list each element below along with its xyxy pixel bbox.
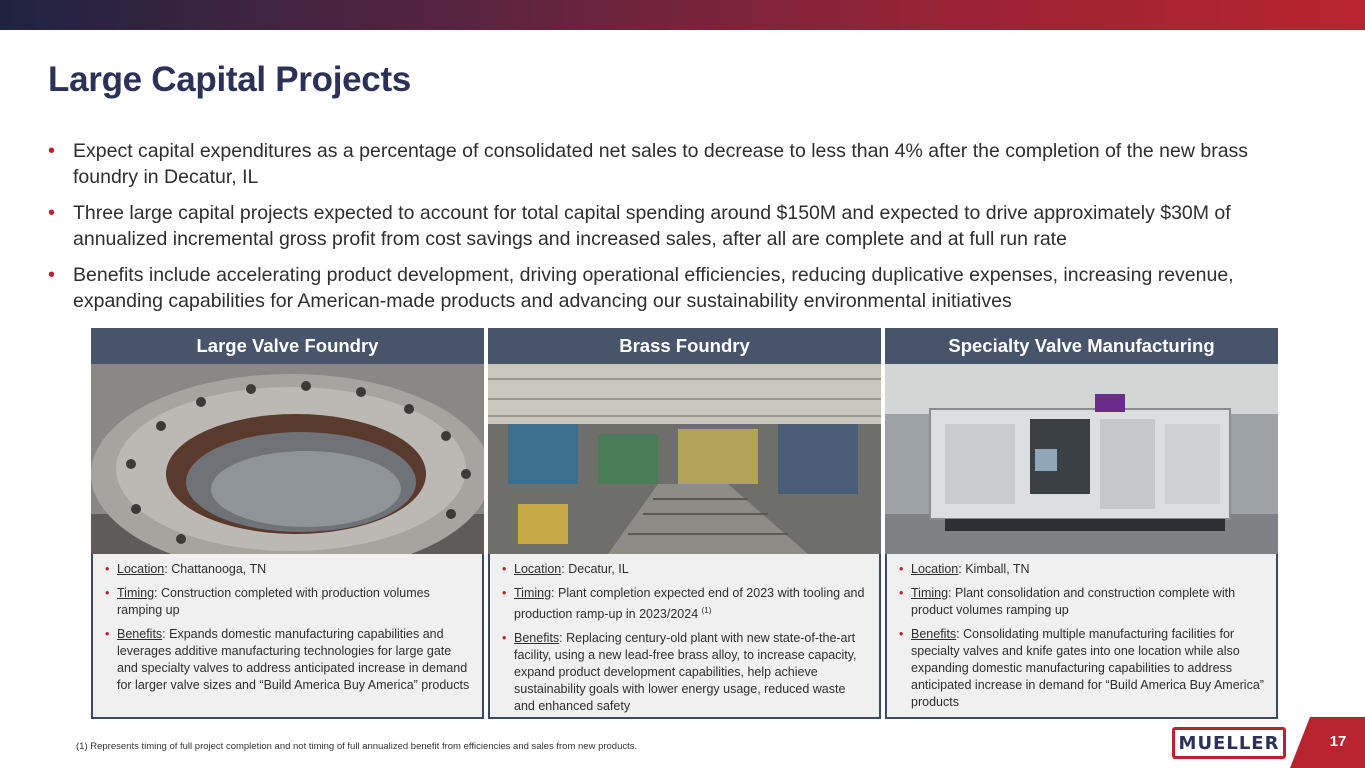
benefits-value: : Replacing century-old plant with new state-of-the-art facility, using a new lead-free brass alloy, to increase capacity, expand product development capabilities, help achieve sustainability goals with lower energy usage, reduced waste and enhanced safety (514, 631, 857, 714)
bullet-dot: • (899, 627, 904, 641)
project-card-specialty-valve (885, 328, 1278, 719)
detail-location (105, 561, 472, 578)
bullet-dot: • (899, 586, 904, 600)
bullet-text: Three large capital projects expected to account for total capital spending around $150M and expected to drive approximately $30M of annualized incremental gross profit from cost savings and increased sales, after all are complete and at full run rate (73, 202, 1231, 250)
location-value: : Chattanooga, TN (164, 562, 267, 576)
timing-label: Timing (911, 586, 949, 600)
timing-label: Timing (117, 586, 155, 600)
mueller-logo (1172, 727, 1286, 759)
benefits-label: Benefits (117, 627, 163, 641)
bullet-dot: • (899, 562, 904, 576)
footnote: (1) Represents timing of full project completion and not timing of full annualized benefit from efficiencies and sales from new products. (76, 741, 638, 752)
bullet-item (48, 200, 1288, 252)
bullet-list (48, 138, 1288, 324)
logo-text: MUELLER (1178, 732, 1280, 754)
slide-title: Large Capital Projects (48, 60, 411, 99)
timing-value: : Plant consolidation and construction complete with product volumes ramping up (911, 586, 1236, 617)
detail-location (899, 561, 1266, 578)
page-number: 17 (1329, 733, 1347, 750)
footnote-marker: (1) (701, 606, 712, 615)
bullet-dot: • (502, 562, 507, 576)
top-gradient-bar (0, 0, 1365, 30)
bullet-item (48, 262, 1288, 314)
valve-flange-photo (91, 364, 484, 554)
bullet-text: Expect capital expenditures as a percentage of consolidated net sales to decrease to less than 4% after the completion of the new brass foundry in Decatur, IL (73, 140, 1249, 188)
bullet-item (48, 138, 1288, 190)
card-header: Specialty Valve Manufacturing (885, 328, 1278, 364)
detail-benefits (899, 626, 1266, 711)
location-label: Location (514, 562, 562, 576)
detail-timing (899, 585, 1266, 619)
location-value: : Kimball, TN (958, 562, 1030, 576)
brass-foundry-photo (488, 364, 881, 554)
bullet-dot: • (105, 627, 110, 641)
project-card-large-valve-foundry (91, 328, 484, 719)
bullet-dot: • (48, 202, 56, 224)
location-value: : Decatur, IL (561, 562, 629, 576)
timing-value: : Plant completion expected end of 2023 with tooling and production ramp-up in 2023/2024 (514, 586, 865, 622)
card-details (885, 554, 1278, 719)
benefits-value: : Consolidating multiple manufacturing facilities for specialty valves and knife gates into one location while also expanding domestic manufacturing capabilities to address anticipated increase in demand for “Build America Buy America” products (911, 627, 1264, 709)
bullet-dot: • (502, 586, 507, 600)
cnc-machine-photo (885, 364, 1278, 554)
timing-label: Timing (514, 586, 552, 600)
card-details (91, 554, 484, 719)
benefits-label: Benefits (911, 627, 957, 641)
benefits-label: Benefits (514, 631, 560, 646)
timing-value: : Construction completed with production volumes ramping up (117, 586, 430, 617)
project-card-brass-foundry (488, 328, 881, 719)
card-details (488, 554, 881, 719)
benefits-value: : Expands domestic manufacturing capabilities and leverages additive manufacturing technologies for large gate and specialty valves to address anticipated increase in demand for larger valve sizes and “Build America Buy America” products (117, 627, 470, 692)
detail-location (502, 561, 869, 578)
detail-benefits (502, 630, 869, 715)
detail-timing (502, 585, 869, 623)
location-label: Location (911, 562, 959, 576)
detail-benefits (105, 626, 472, 694)
detail-timing (105, 585, 472, 619)
bullet-dot: • (502, 631, 507, 646)
location-label: Location (117, 562, 165, 576)
bullet-text: Benefits include accelerating product development, driving operational efficiencies, reducing duplicative expenses, increasing revenue, expanding capabilities for American-made products and advancing our sustainability environmental initiatives (73, 264, 1234, 312)
bullet-dot: • (48, 264, 56, 286)
card-header: Brass Foundry (488, 328, 881, 364)
bullet-dot: • (48, 140, 56, 162)
bullet-dot: • (105, 562, 110, 576)
card-header: Large Valve Foundry (91, 328, 484, 364)
bullet-dot: • (105, 586, 110, 600)
